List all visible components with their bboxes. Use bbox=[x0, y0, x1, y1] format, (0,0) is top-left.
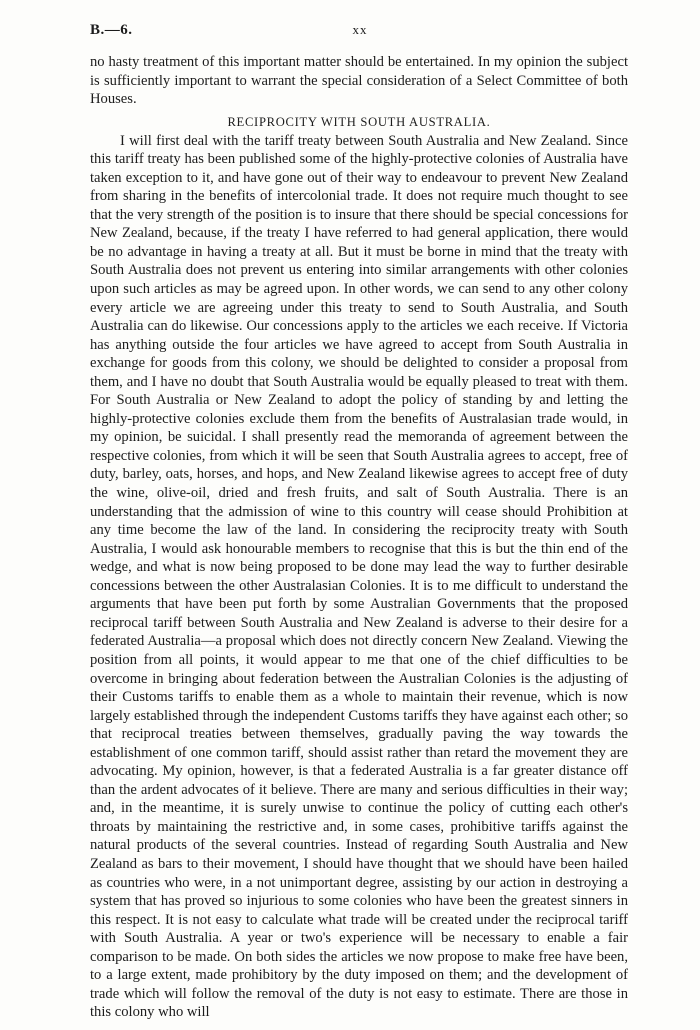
opening-paragraph: no hasty treatment of this important matter should be entertained. In my opinion the subject is sufficiently important to warrant the special consideration of a Select Committee of both Houses. bbox=[90, 54, 628, 108]
section-heading: RECIPROCITY WITH SOUTH AUSTRALIA. bbox=[227, 114, 491, 129]
main-paragraph: I will first deal with the tariff treaty between South Australia and New Zealand. Since this tariff treaty has been published some of the highly-protective colonies of Australia have taken exception to it, and have gone out of their way to endeavour to prevent New Zealand from sharing in the benefits of intercolonial trade. It does not require much thought to see that the very strength of the position is to insure that there should be special concessions for New Zealand, because, if the treaty I have referred to had general application, there would be no advantage in having a treaty at all. But it must be borne in mind that the treaty with South Australia does not prevent us entering into similar arrangements with other colonies upon such articles as may be agreed upon. In other words, we can send to any other colony every article we are agreeing under this treaty to send to South Australia, and South Australia can do likewise. Our concessions apply to the articles we each receive. If Victoria has anything outside the four articles we have agreed to accept from South Australia in exchange for goods from this colony, we should be delighted to consider a proposal from them, and I have no doubt that South Australia would be equally pleased to treat with them. For South Australia or New Zealand to adopt the policy of standing by and letting the highly-protective colonies exclude them from the benefits of Australasian trade would, in my opinion, be suicidal. I shall presently read the memoranda of agreement between the respective colonies, from which it will be seen that South Australia agrees to accept, free of duty, barley, oats, horses, and hops, and New Zealand likewise agrees to accept free of duty the wine, olive-oil, dried and fresh fruits, and salt of South Australia. There is an understanding that the admission of wine to this country will cease should Prohibition at any time become the law of the land. In considering the reciprocity treaty with South Australia, I would ask honourable members to recognise that this is but the thin end of the wedge, and what is now being proposed to be done may lead the way to further desirable concessions between the other Australasian Colonies. It is to me difficult to understand the arguments that have been put forth by some Australian Governments that the proposed reciprocal tariff between South Australia and New Zealand is adverse to their desire for a federated Australia—a proposal which does not directly concern New Zealand. Viewing the position from all points, it would appear to me that one of the chief difficulties to be overcome in bringing about federation between the Australian Colonies is the adjusting of their Customs tariffs to enable them as a whole to maintain their revenue, which is now largely established through the independent Customs tariffs they have against each other; so that reciprocal treaties between themselves, gradually paving the way towards the establishment of one common tariff, should assist rather than retard the movement they are advocating. My opinion, however, is that a federated Australia is a far greater distance off than the ardent advocates of it believe. There are many and serious difficulties in their way; and, in the meantime, it is surely unwise to continue the policy of cutting each other's throats by maintaining the restrictive and, in some cases, prohibitive tariffs against the natural products of the several countries. Instead of regarding South Australia and New Zealand as bars to their movement, I should have thought that we should have been hailed as countries who were, in a not unimportant degree, assisting by our action in destroying a system that has proved so injurious to some colonies who have been the greatest sinners in this respect. It is not easy to calculate what trade will be created under the reciprocal tariff with South Australia. A year or two's experience will be necessary to enable a fair comparison to be made. On both sides the articles we now propose to make free have been, to a large extent, made prohibitory by the duty imposed on them; and the development of trade which will follow the removal of the duty is not easy to estimate. There are those in this colony who will bbox=[90, 132, 628, 1021]
page-header bbox=[90, 22, 630, 44]
paper-reference: B.—6. bbox=[90, 22, 133, 38]
body-text bbox=[90, 53, 628, 1022]
page-number: xx bbox=[352, 22, 368, 37]
